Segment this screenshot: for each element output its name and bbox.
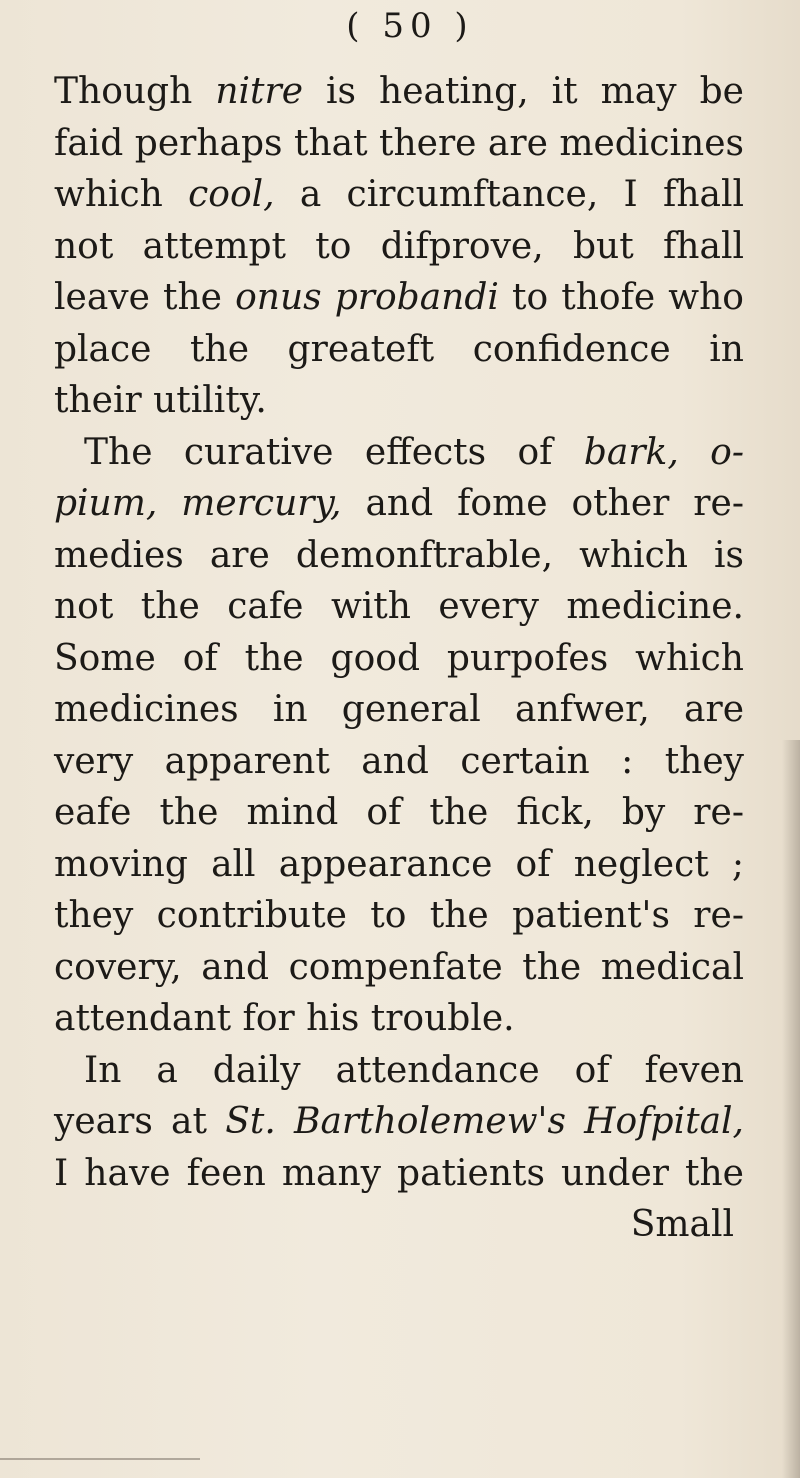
- text-line: covery, and compenfate the medical: [54, 946, 744, 988]
- text-line: eafe the mind of the fick, by re-: [54, 792, 744, 833]
- text-line: moving all appearance of neglect ;: [54, 843, 744, 885]
- text-line: faid perhaps that there are medicines: [54, 122, 744, 164]
- text-line: place the greateft confidence in: [54, 328, 744, 370]
- text-line: I have feen many patients under the: [54, 1152, 744, 1194]
- text-line: attendant for his trouble.: [54, 998, 515, 1039]
- page-edge-shadow: [782, 740, 800, 1478]
- text-line: Though nitre is heating, it may be: [54, 71, 744, 112]
- text-line: they contribute to the patient's re-: [54, 895, 744, 936]
- text-line: their utility.: [54, 380, 267, 421]
- text-line: which cool, a circumftance, I fhall: [54, 174, 744, 215]
- page-bottom-edge: [0, 1458, 200, 1460]
- text-line: very apparent and certain : they: [54, 740, 744, 782]
- text-line: medicines in general anfwer, are: [54, 689, 744, 730]
- text-line: In a daily attendance of feven: [84, 1049, 744, 1091]
- text-line: The curative effects of bark, o-: [84, 431, 744, 473]
- page-number: ( 50 ): [346, 6, 474, 46]
- text-line: Some of the good purpofes which: [54, 637, 744, 679]
- body-text: [54, 66, 744, 1251]
- text-line: leave the onus probandi to thofe who: [54, 277, 744, 318]
- text-line: years at St. Bartholemew's Hofpital,: [54, 1101, 744, 1142]
- text-line: not the cafe with every medicine.: [54, 586, 744, 627]
- text-line: medies are demonftrable, which is: [54, 534, 744, 576]
- catchword: Small: [630, 1204, 734, 1245]
- text-line: not attempt to difprove, but fhall: [54, 225, 744, 267]
- text-line: pium, mercury, and fome other re-: [54, 483, 744, 524]
